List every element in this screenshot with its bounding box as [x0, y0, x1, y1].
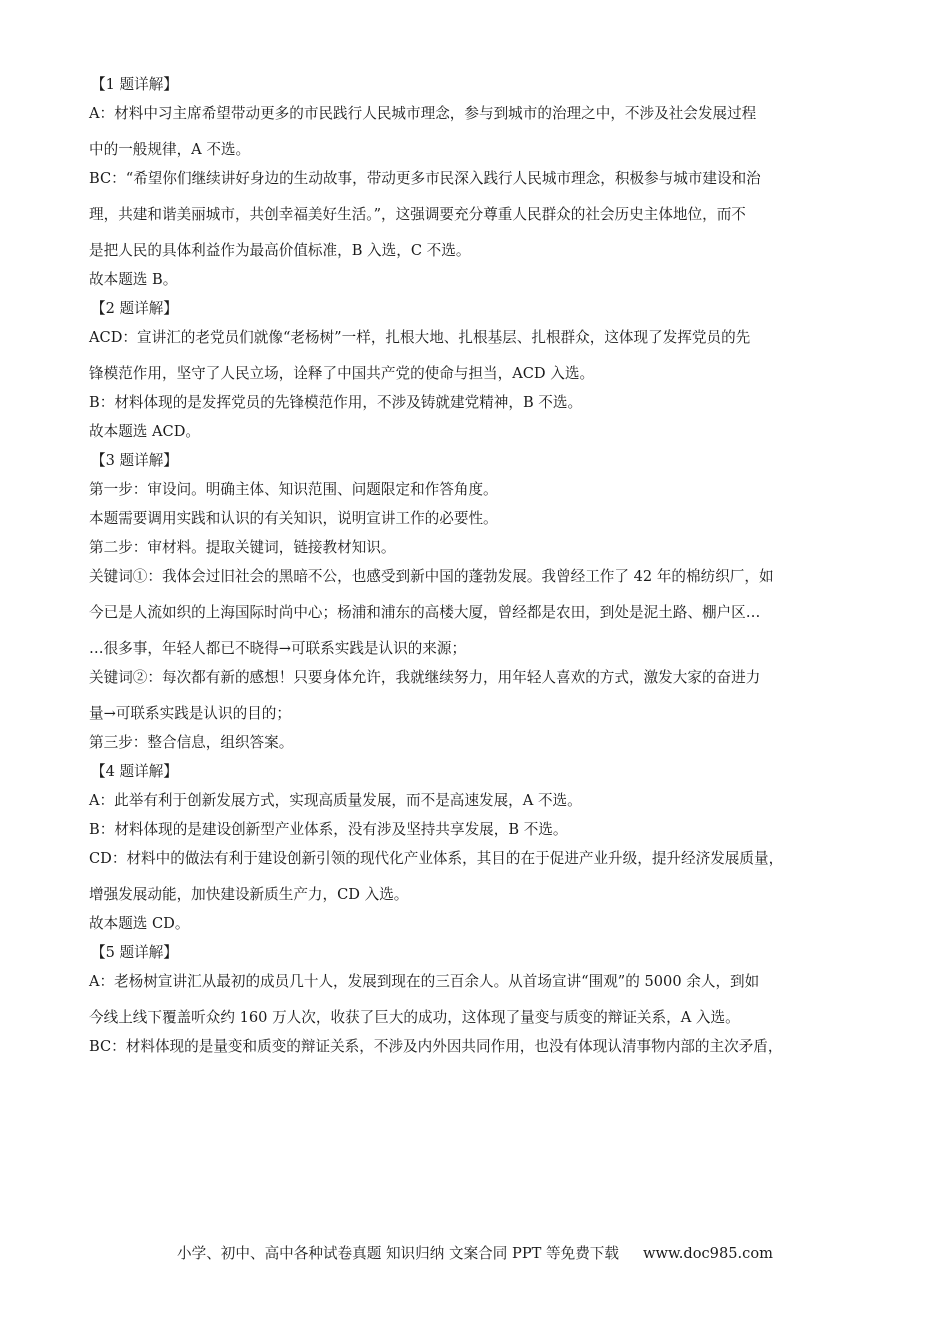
paragraph-line: 第三步：整合信息，组织答案。 — [89, 734, 294, 751]
footer-url[interactable]: www.doc985.com — [642, 1245, 773, 1262]
paragraph-line: 增强发展动能，加快建设新质生产力，CD 入选。 — [89, 886, 409, 903]
paragraph-line: 是把人民的具体利益作为最高价值标准，B 入选，C 不选。 — [89, 242, 471, 259]
paragraph-line: 第二步：审材料。提取关键词，链接教材知识。 — [89, 539, 396, 556]
paragraph-line: CD：材料中的做法有利于建设创新引领的现代化产业体系，其目的在于促进产业升级，提升经济发展质量， — [89, 850, 784, 867]
section-title: 【4 题详解】 — [91, 763, 178, 780]
paragraph-line: BC：“希望你们继续讲好身边的生动故事，带动更多市民深入践行人民城市理念，积极参与城市建设和治 — [89, 170, 761, 187]
paragraph-line: A：此举有利于创新发展方式，实现高质量发展，而不是高速发展，A 不选。 — [89, 792, 582, 809]
paragraph-line: ACD：宣讲汇的老党员们就像“老杨树”一样，扎根大地、扎根基层、扎根群众，这体现了发挥党员的先 — [89, 329, 751, 346]
paragraph-line: …很多事，年轻人都已不晓得→可联系实践是认识的来源； — [89, 640, 467, 657]
paragraph-line: 中的一般规律，A 不选。 — [89, 141, 251, 158]
paragraph-line: 关键词②：每次都有新的感想！只要身体允许，我就继续努力，用年轻人喜欢的方式，激发大家的奋进力 — [89, 669, 761, 686]
paragraph-line: 故本题选 ACD。 — [89, 423, 201, 440]
section-title: 【3 题详解】 — [91, 452, 178, 469]
paragraph-line: B：材料体现的是建设创新型产业体系，没有涉及坚持共享发展，B 不选。 — [89, 821, 568, 838]
paragraph-line: BC：材料体现的是量变和质变的辩证关系，不涉及内外因共同作用，也没有体现认清事物内部的主次矛盾， — [89, 1038, 783, 1055]
paragraph-line: 今线上线下覆盖听众约 160 万人次，收获了巨大的成功，这体现了量变与质变的辩证关系，A 入选。 — [89, 1009, 740, 1026]
paragraph-line: 锋模范作用，坚守了人民立场，诠释了中国共产党的使命与担当，ACD 入选。 — [89, 365, 595, 382]
paragraph-line: A：老杨树宣讲汇从最初的成员几十人，发展到现在的三百余人。从首场宣讲“围观”的 5000 余人，到如 — [89, 973, 760, 990]
paragraph-line: 第一步：审设问。明确主体、知识范围、问题限定和作答角度。 — [89, 481, 498, 498]
section-title: 【2 题详解】 — [91, 300, 178, 317]
footer-text: 小学、初中、高中各种试卷真题 知识归纳 文案合同 PPT 等免费下载 — [177, 1245, 619, 1262]
paragraph-line: 故本题选 CD。 — [89, 915, 190, 932]
page-footer — [0, 1245, 950, 1263]
document-body — [89, 76, 871, 1056]
paragraph-line: 今已是人流如织的上海国际时尚中心；杨浦和浦东的高楼大厦，曾经都是农田，到处是泥土路、棚户区… — [89, 604, 761, 621]
paragraph-line: 故本题选 B。 — [89, 271, 178, 288]
paragraph-line: 量→可联系实践是认识的目的； — [89, 705, 291, 722]
paragraph-line: 本题需要调用实践和认识的有关知识，说明宣讲工作的必要性。 — [89, 510, 498, 527]
paragraph-line: 理，共建和谐美丽城市，共创幸福美好生活。”，这强调要充分尊重人民群众的社会历史主体地位，而不 — [89, 206, 746, 223]
section-title: 【5 题详解】 — [91, 944, 178, 961]
paragraph-line: A：材料中习主席希望带动更多的市民践行人民城市理念，参与到城市的治理之中，不涉及社会发展过程 — [89, 105, 757, 122]
section-title: 【1 题详解】 — [91, 76, 178, 93]
paragraph-line: B：材料体现的是发挥党员的先锋模范作用，不涉及铸就建党精神，B 不选。 — [89, 394, 583, 411]
paragraph-line: 关键词①：我体会过旧社会的黑暗不公，也感受到新中国的蓬勃发展。我曾经工作了 42 年的棉纺织厂，如 — [89, 568, 774, 585]
